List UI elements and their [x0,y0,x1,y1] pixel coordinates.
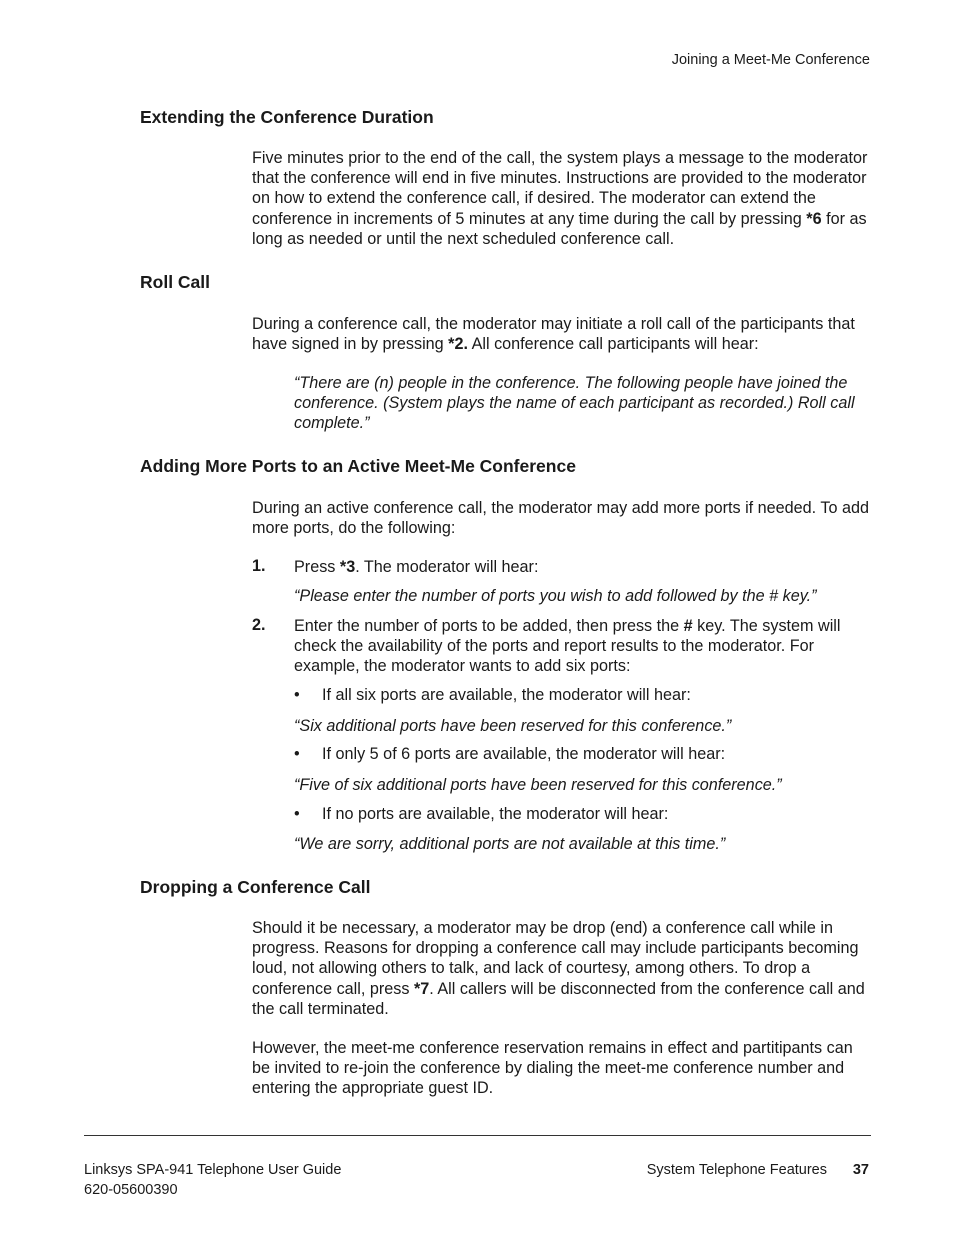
paragraph-dropping-2: However, the meet-me conference reservation remains in effect and partitipants can be invited to re-join the conference by dialing the meet-me conference number and entering the appropriate guest ID. [252,1039,853,1098]
code-star6: *6 [806,209,822,228]
code-hash: # [683,617,693,635]
footer-chapter: System Telephone Features [646,1162,827,1178]
footer-rule [84,1135,871,1136]
paragraph-roll-call: During a conference call, the moderator may initiate a roll call of the participants that have signed in by pressing *2. All conference call participants will hear: [252,315,855,354]
step-1-text: Press *3. The moderator will hear: [294,558,539,576]
bullet-all-available: If all six ports are available, the moderator will hear: [322,686,691,704]
running-header: Joining a Meet-Me Conference [671,52,870,68]
bullet-glyph: • [294,805,300,823]
paragraph-extending: Five minutes prior to the end of the call, the system plays a message to the moderator that the conference will end in five minutes. Instructions are provided to the moderator on how to extend the conference call, if desired. The moderator can extend the conference in increments of 5 minutes at any time during the call by pressing *6 for as long as needed or until the next scheduled conference call. [252,149,868,248]
bullet-glyph: • [294,686,300,704]
paragraph-dropping-1: Should it be necessary, a moderator may be drop (end) a conference call while in progress. Reasons for dropping a conference call may include participants becoming loud, not allowing others to talk, and lack of courtesy, among others. To drop a conference call, press *7. All callers will be disconnected from the conference call and the call terminated. [252,919,865,1018]
heading-dropping: Dropping a Conference Call [140,877,371,897]
page-number: 37 [852,1162,869,1178]
quote-roll-call: “There are (n) people in the conference. The following people have joined the conference. (System plays the name of each participant as recorded.) Roll call complete.” [294,374,855,433]
step-2-text: Enter the number of ports to be added, then press the # key. The system will check the availability of the ports and report results to the moderator. For example, the moderator wants to add six ports: [294,617,841,676]
quote-none-available: “We are sorry, additional ports are not available at this time.” [294,835,726,853]
heading-roll-call: Roll Call [140,272,211,292]
bullet-glyph: • [294,745,300,763]
paragraph-adding-intro: During an active conference call, the moderator may add more ports if needed. To add more ports, do the following: [252,499,869,538]
quote-step-1: “Please enter the number of ports you wish to add followed by the # key.” [294,587,817,605]
step-number-1: 1. [252,557,266,575]
code-star2: *2. [448,335,468,354]
code-star3: *3 [339,558,356,576]
footer-guide-title: Linksys SPA-941 Telephone User Guide [84,1162,342,1178]
quote-five-available: “Five of six additional ports have been reserved for this conference.” [294,776,782,794]
footer-doc-number: 620-05600390 [84,1182,178,1198]
quote-all-available: “Six additional ports have been reserved for this conference.” [294,717,732,735]
bullet-five-available: If only 5 of 6 ports are available, the moderator will hear: [322,745,726,763]
heading-extending: Extending the Conference Duration [140,107,434,127]
heading-adding-ports: Adding More Ports to an Active Meet-Me Conference [140,456,576,476]
bullet-none-available: If no ports are available, the moderator will hear: [322,805,669,823]
step-number-2: 2. [252,616,266,634]
code-star7: *7 [413,979,430,998]
